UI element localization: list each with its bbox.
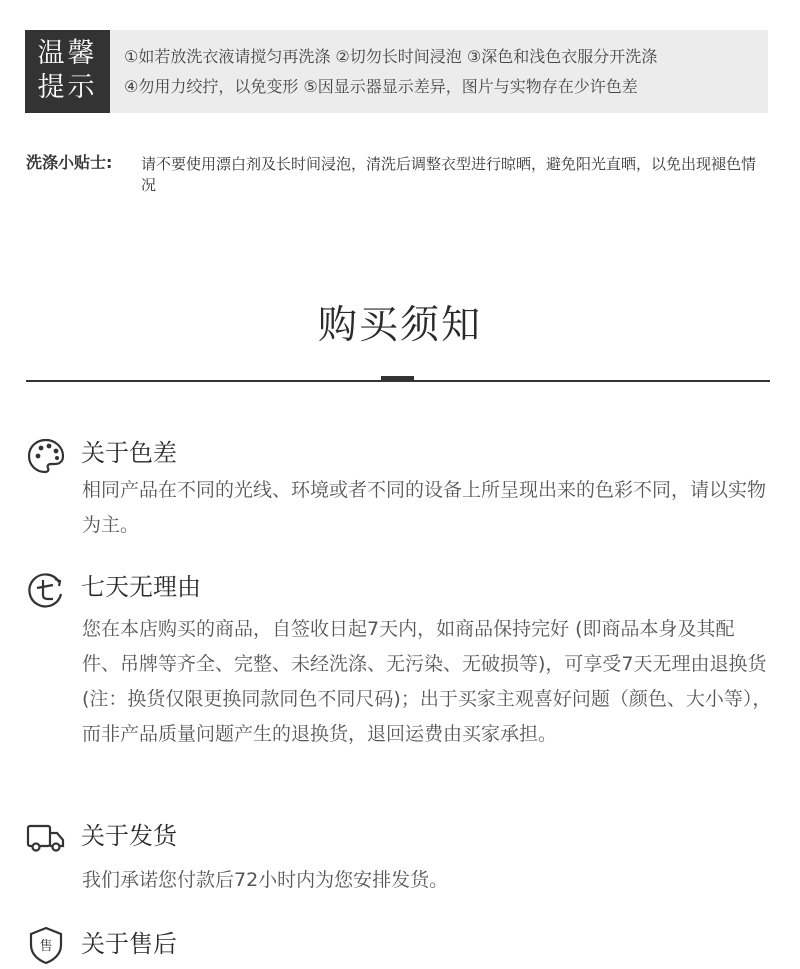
section-title-seven-days: 七天无理由 [81,573,201,601]
seven-days-icon [26,570,66,610]
warm-tips-line-2: ④勿用力绞拧，以免变形 ⑤因显示器显示差异，图片与实物存在少许色差 [124,77,638,96]
section-body-shipping: 我们承诺您付款后72小时内为您安排发货。 [82,869,449,891]
purchase-notice-title: 购买须知 [317,303,482,348]
warm-tips-label [25,30,110,113]
svg-text:售: 售 [39,939,53,954]
section-title-after-sales: 关于售后 [81,930,177,958]
section-body-color: 相同产品在不同的光线、环境或者不同的设备上所呈现出来的色彩不同，请以实物为主。 [82,479,767,536]
section-title-color: 关于色差 [81,439,177,467]
title-divider-mark [381,376,414,382]
palette-icon [26,436,66,476]
after-sales-icon [26,925,66,965]
wash-tips-text: 请不要使用漂白剂及长时间浸泡，清洗后调整衣型进行晾晒，避免阳光直晒，以免出现褪色情况 [141,155,757,194]
warm-tips-box [25,30,768,113]
wash-tips-label: 洗涤小贴士: [26,153,113,172]
section-body-seven-days: 您在本店购买的商品，自签收日起7天内，如商品保持完好 (即商品本身及其配件、吊牌等齐全、完整、未经洗涤、无污染、无破损等)，可享受7天无理由退换货 (注：换货仅限更换同款同色不同尺码)；出于买家主观喜好问题（颜色、大小等），而非产品质量问题产生的退换货，退回运费由买家承担。 [82,618,772,745]
warm-tips-label-line1: 温馨 [37,38,98,69]
warm-tips-label-line2: 提示 [37,72,98,103]
warm-tips-line-1: ①如若放洗衣液请搅匀再洗涤 ②切勿长时间浸泡 ③深色和浅色衣服分开洗涤 [124,47,658,66]
section-title-shipping: 关于发货 [81,822,177,850]
delivery-truck-icon [26,818,66,858]
